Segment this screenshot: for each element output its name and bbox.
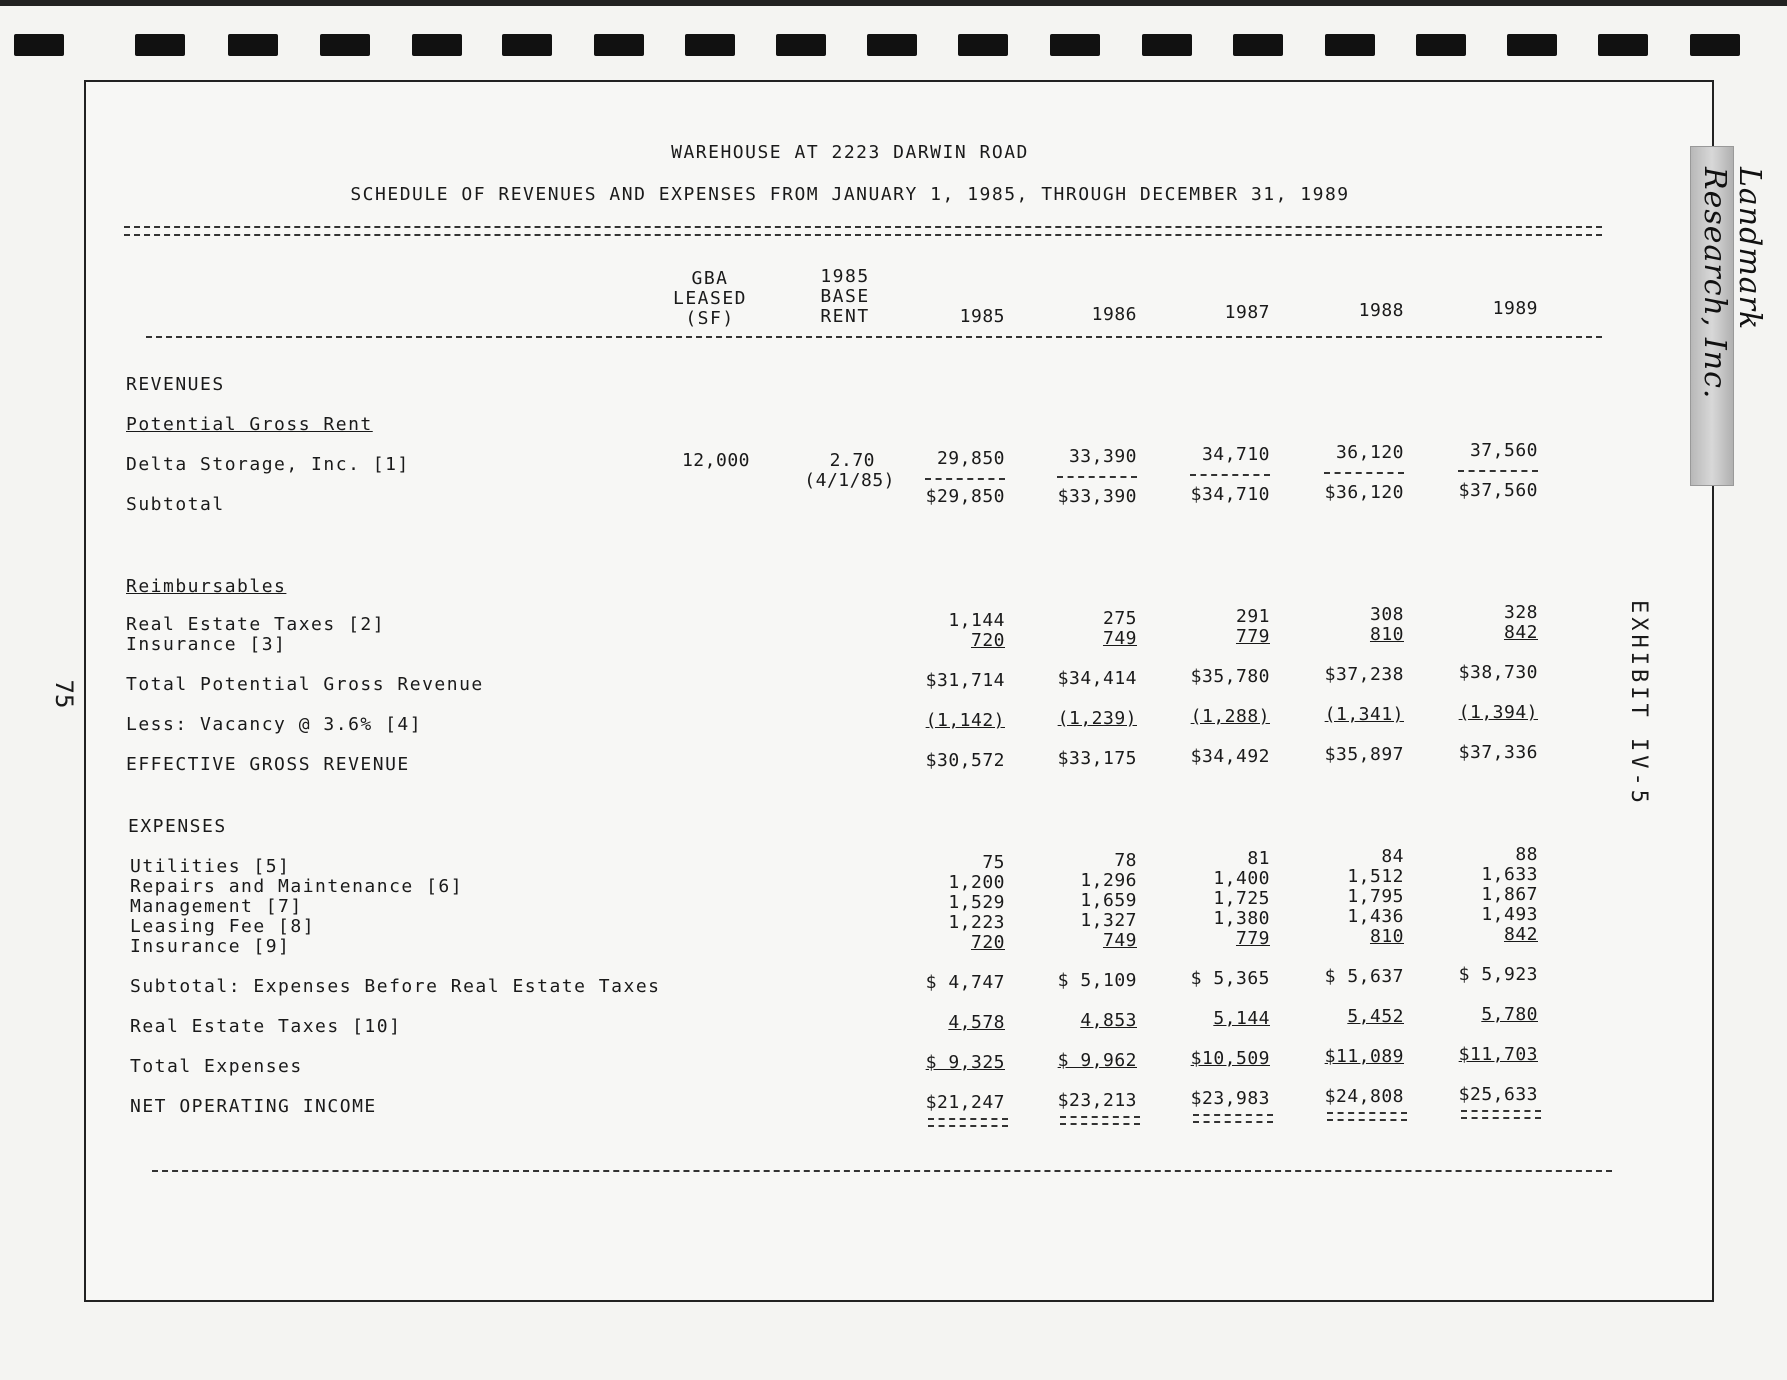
insurance-reimb-1989: 842: [1503, 622, 1538, 643]
stamp-text: Landmark Research, Inc.: [1697, 167, 1767, 400]
delta-gba: 12,000: [681, 450, 750, 471]
delta-1987: 34,710: [1201, 444, 1270, 465]
subtotal-exp-label: Subtotal: Expenses Before Real Estate Taxes: [130, 976, 661, 997]
re-taxes-1988: 308: [1369, 604, 1404, 625]
management-1987: 1,725: [1213, 888, 1270, 909]
subtotal-exp-1988: $ 5,637: [1324, 966, 1404, 987]
sum-rule: [1057, 476, 1137, 478]
noi-1988: $24,808: [1324, 1086, 1404, 1107]
perforation-hole: [958, 34, 1008, 56]
subtotal-rent-1985: $29,850: [925, 486, 1005, 507]
header-year-1985: 1985: [959, 306, 1005, 327]
total-pgr-label: Total Potential Gross Revenue: [126, 674, 484, 695]
double-rule: [124, 226, 1602, 236]
repairs-label: Repairs and Maintenance [6]: [130, 876, 464, 897]
document-title: WAREHOUSE AT 2223 DARWIN ROAD: [671, 142, 1029, 163]
bottom-rule: [152, 1170, 1612, 1172]
management-1985: 1,529: [948, 892, 1005, 913]
management-1986: 1,659: [1080, 890, 1137, 911]
total-pgr-1987: $35,780: [1190, 666, 1270, 687]
leasing-1987: 1,380: [1213, 908, 1270, 929]
double-sum-rule: [1193, 1114, 1273, 1123]
re-taxes-1986: 275: [1102, 608, 1137, 629]
re-taxes-exp-label: Real Estate Taxes [10]: [130, 1016, 402, 1037]
delta-1985: 29,850: [936, 448, 1005, 469]
perforation-hole: [594, 34, 644, 56]
header-rent-2: BASE: [820, 286, 870, 307]
egr-1987: $34,492: [1190, 746, 1270, 767]
leasing-1985: 1,223: [948, 912, 1005, 933]
insurance-exp-1989: 842: [1503, 924, 1538, 945]
management-1988: 1,795: [1347, 886, 1404, 907]
top-edge-line: [0, 0, 1787, 6]
header-year-1988: 1988: [1358, 300, 1404, 321]
perforation-hole: [685, 34, 735, 56]
sum-rule: [1324, 472, 1404, 474]
re-taxes-1989: 328: [1503, 602, 1538, 623]
total-exp-label: Total Expenses: [130, 1056, 303, 1077]
header-rule: [146, 336, 1602, 338]
utilities-label: Utilities [5]: [130, 856, 291, 877]
sum-rule: [1190, 474, 1270, 476]
utilities-1985: 75: [982, 852, 1005, 873]
egr-1986: $33,175: [1057, 748, 1137, 769]
insurance-reimb-1985: 720: [970, 630, 1005, 651]
insurance-exp-1985: 720: [970, 932, 1005, 953]
header-year-1986: 1986: [1091, 304, 1137, 325]
perforation-hole: [1416, 34, 1466, 56]
leasing-1986: 1,327: [1080, 910, 1137, 931]
repairs-1989: 1,633: [1481, 864, 1538, 885]
perforation-hole: [867, 34, 917, 56]
egr-1988: $35,897: [1324, 744, 1404, 765]
utilities-1989: 88: [1515, 844, 1538, 865]
total-pgr-1989: $38,730: [1458, 662, 1538, 683]
vacancy-1988: (1,341): [1324, 704, 1404, 725]
delta-rent-date: (4/1/85): [804, 470, 895, 491]
perforation-hole: [1050, 34, 1100, 56]
subtotal-exp-1987: $ 5,365: [1190, 968, 1270, 989]
vacancy-1987: (1,288): [1190, 706, 1270, 727]
potential-gross-rent-heading: Potential Gross Rent: [126, 414, 373, 435]
subtotal-exp-1986: $ 5,109: [1057, 970, 1137, 991]
leasing-label: Leasing Fee [8]: [130, 916, 316, 937]
leasing-1989: 1,493: [1481, 904, 1538, 925]
header-gba-2: LEASED: [672, 288, 748, 309]
vacancy-1986: (1,239): [1057, 708, 1137, 729]
expenses-heading: EXPENSES: [128, 816, 227, 837]
perforation-hole: [776, 34, 826, 56]
repairs-1987: 1,400: [1213, 868, 1270, 889]
total-pgr-1986: $34,414: [1057, 668, 1137, 689]
perforation-hole: [412, 34, 462, 56]
noi-1987: $23,983: [1190, 1088, 1270, 1109]
re-taxes-exp-1989: 5,780: [1481, 1004, 1538, 1025]
exhibit-label: EXHIBIT IV-5: [1626, 600, 1651, 807]
vacancy-1985: (1,142): [925, 710, 1005, 731]
re-taxes-label: Real Estate Taxes [2]: [126, 614, 386, 635]
subtotal-rent-1989: $37,560: [1458, 480, 1538, 501]
insurance-reimb-label: Insurance [3]: [126, 634, 287, 655]
insurance-exp-1987: 779: [1235, 928, 1270, 949]
re-taxes-1987: 291: [1235, 606, 1270, 627]
subtotal-rent-1988: $36,120: [1324, 482, 1404, 503]
re-taxes-1985: 1,144: [948, 610, 1005, 631]
subtotal-exp-1989: $ 5,923: [1458, 964, 1538, 985]
insurance-reimb-1987: 779: [1235, 626, 1270, 647]
total-exp-1989: $11,703: [1458, 1044, 1538, 1065]
subtotal-exp-1985: $ 4,747: [925, 972, 1005, 993]
delta-1986: 33,390: [1068, 446, 1137, 467]
egr-1985: $30,572: [925, 750, 1005, 771]
noi-1989: $25,633: [1458, 1084, 1538, 1105]
insurance-reimb-1988: 810: [1369, 624, 1404, 645]
revenues-heading: REVENUES: [126, 374, 225, 395]
double-sum-rule: [1327, 1112, 1407, 1121]
document-subtitle: SCHEDULE OF REVENUES AND EXPENSES FROM JANUARY 1, 1985, THROUGH DECEMBER 31, 1989: [350, 184, 1350, 205]
header-gba-3: (SF): [685, 308, 735, 329]
double-sum-rule: [928, 1118, 1008, 1127]
header-rent-3: RENT: [820, 306, 870, 327]
subtotal-rent-1987: $34,710: [1190, 484, 1270, 505]
utilities-1987: 81: [1247, 848, 1270, 869]
egr-1989: $37,336: [1458, 742, 1538, 763]
perforation-hole: [135, 34, 185, 56]
perforation-hole: [502, 34, 552, 56]
perforation-hole: [14, 34, 64, 56]
insurance-exp-1986: 749: [1102, 930, 1137, 951]
vacancy-label: Less: Vacancy @ 3.6% [4]: [126, 714, 423, 735]
perforation-hole: [1142, 34, 1192, 56]
management-1989: 1,867: [1481, 884, 1538, 905]
vacancy-1989: (1,394): [1458, 702, 1538, 723]
subtotal-rent-1986: $33,390: [1057, 486, 1137, 507]
header-year-1989: 1989: [1492, 298, 1538, 319]
insurance-reimb-1986: 749: [1102, 628, 1137, 649]
re-taxes-exp-1988: 5,452: [1347, 1006, 1404, 1027]
double-sum-rule: [1461, 1110, 1541, 1119]
delta-1989: 37,560: [1469, 440, 1538, 461]
perforation-hole: [1233, 34, 1283, 56]
perforation-hole: [320, 34, 370, 56]
page-number: 75: [50, 679, 78, 709]
sum-rule: [1458, 470, 1538, 472]
egr-label: EFFECTIVE GROSS REVENUE: [126, 754, 410, 775]
repairs-1986: 1,296: [1080, 870, 1137, 891]
company-stamp: [1690, 146, 1767, 486]
delta-rent: 2.70: [829, 450, 875, 471]
noi-1986: $23,213: [1057, 1090, 1137, 1111]
total-exp-1988: $11,089: [1324, 1046, 1404, 1067]
reimbursables-heading: Reimbursables: [126, 576, 287, 597]
double-sum-rule: [1060, 1116, 1140, 1125]
utilities-1988: 84: [1381, 846, 1404, 867]
total-pgr-1985: $31,714: [925, 670, 1005, 691]
total-exp-1985: $ 9,325: [925, 1052, 1005, 1073]
re-taxes-exp-1986: 4,853: [1080, 1010, 1137, 1031]
perforation-hole: [228, 34, 278, 56]
perforation-hole: [1690, 34, 1740, 56]
insurance-exp-label: Insurance [9]: [130, 936, 291, 957]
repairs-1985: 1,200: [948, 872, 1005, 893]
delta-label: Delta Storage, Inc. [1]: [126, 454, 410, 475]
header-rent-1: 1985: [820, 266, 870, 287]
delta-1988: 36,120: [1335, 442, 1404, 463]
re-taxes-exp-1987: 5,144: [1213, 1008, 1270, 1029]
header-year-1987: 1987: [1224, 302, 1270, 323]
total-exp-1987: $10,509: [1190, 1048, 1270, 1069]
perforation-strip: [0, 0, 1787, 80]
insurance-exp-1988: 810: [1369, 926, 1404, 947]
noi-1985: $21,247: [925, 1092, 1005, 1113]
repairs-1988: 1,512: [1347, 866, 1404, 887]
sum-rule: [925, 478, 1005, 480]
subtotal-rent-label: Subtotal: [126, 494, 225, 515]
noi-label: NET OPERATING INCOME: [130, 1096, 377, 1117]
leasing-1988: 1,436: [1347, 906, 1404, 927]
header-gba-1: GBA: [691, 268, 729, 289]
total-pgr-1988: $37,238: [1324, 664, 1404, 685]
management-label: Management [7]: [130, 896, 303, 917]
perforation-hole: [1325, 34, 1375, 56]
utilities-1986: 78: [1114, 850, 1137, 871]
perforation-hole: [1598, 34, 1648, 56]
re-taxes-exp-1985: 4,578: [948, 1012, 1005, 1033]
total-exp-1986: $ 9,962: [1057, 1050, 1137, 1071]
perforation-hole: [1507, 34, 1557, 56]
